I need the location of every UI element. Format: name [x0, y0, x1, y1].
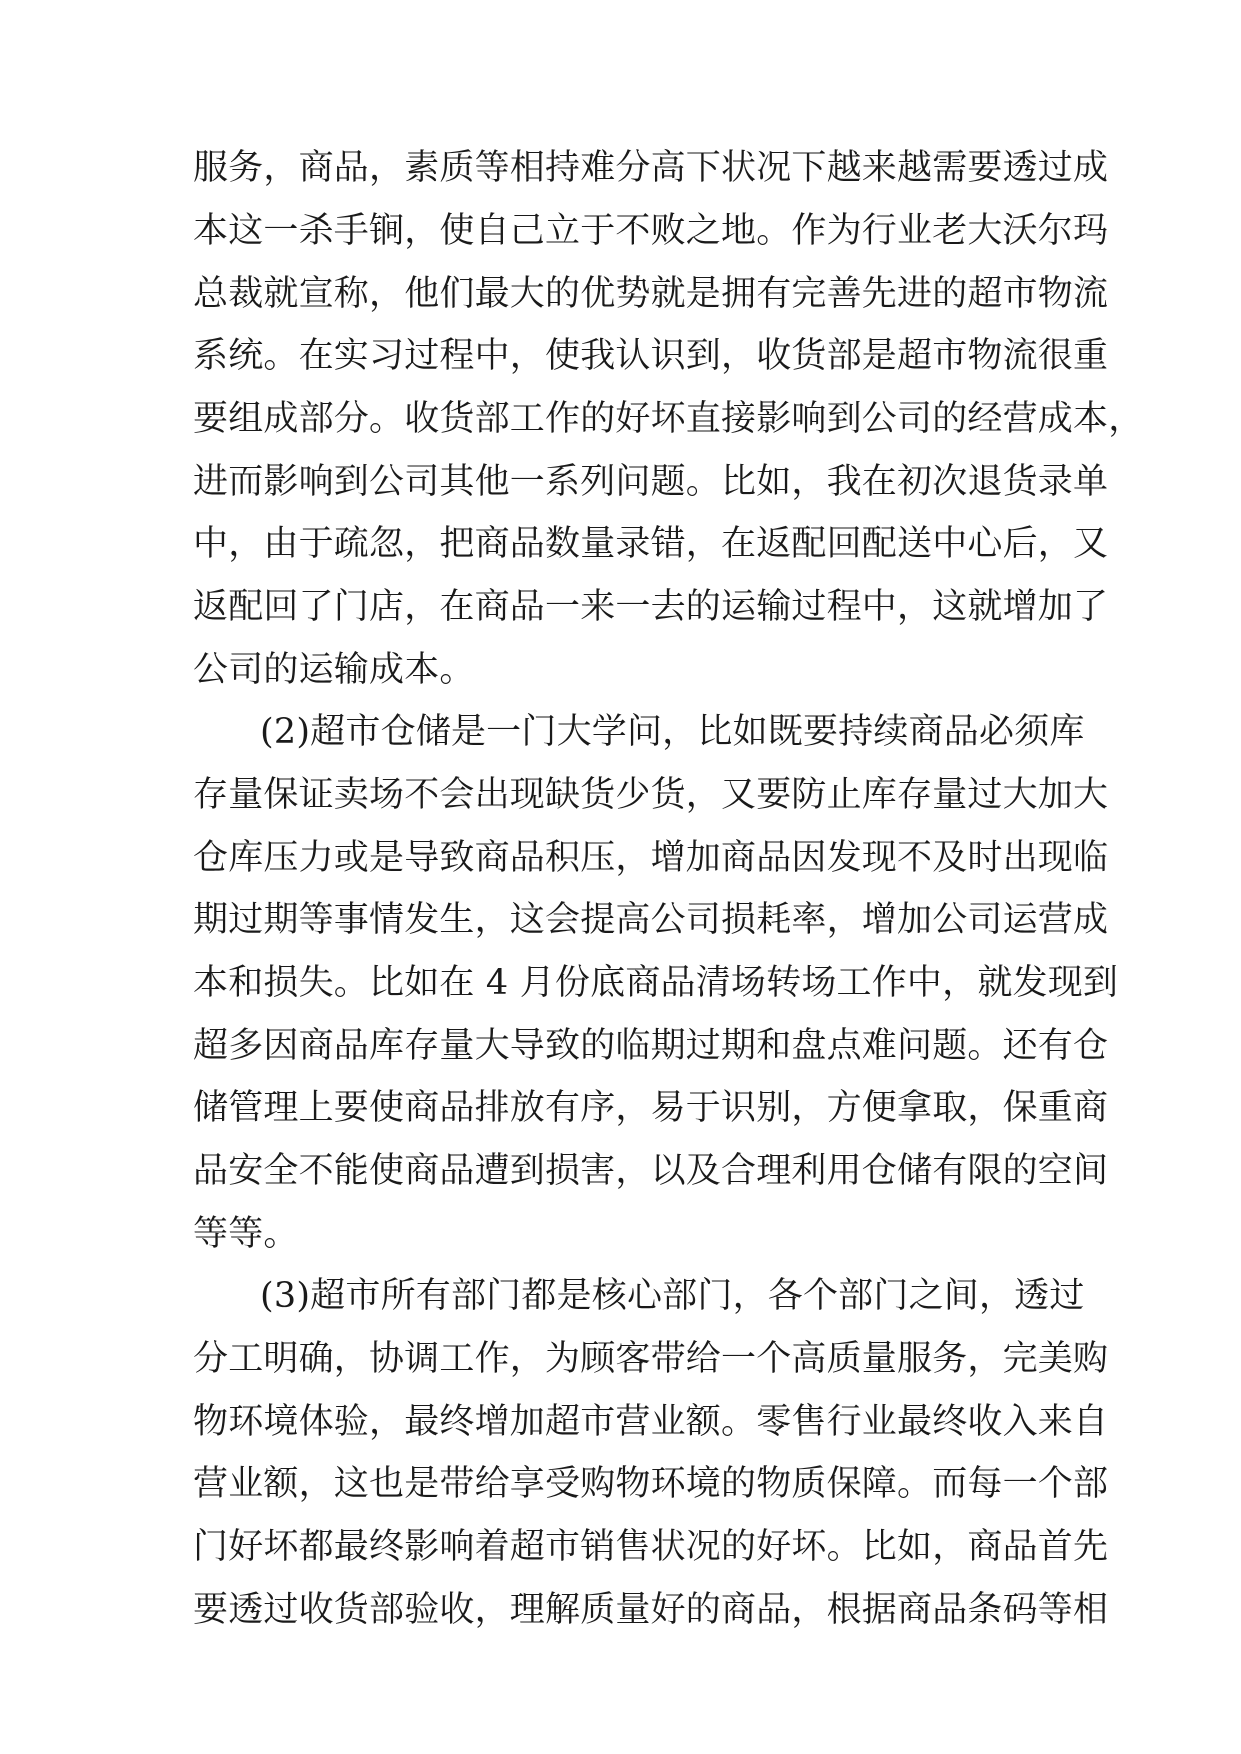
text-line: 返配回了门店，在商品一来一去的运输过程中，这就增加了 — [193, 587, 1109, 627]
text-line: 等等。 — [193, 1214, 299, 1254]
text-line: 仓库压力或是导致商品积压，增加商品因发现不及时出现临 — [193, 838, 1109, 878]
text-line: 门好坏都最终影响着超市销售状况的好坏。比如，商品首先 — [193, 1527, 1109, 1567]
text-line: 服务，商品，素质等相持难分高下状况下越来越需要透过成 — [193, 148, 1109, 188]
text-line: 超多因商品库存量大导致的临期过期和盘点难问题。还有仓 — [193, 1026, 1109, 1066]
text-line: 本这一杀手锏，使自己立于不败之地。作为行业老大沃尔玛 — [193, 211, 1109, 251]
text-line: 本和损失。比如在 4 月份底商品清场转场工作中，就发现到 — [193, 963, 1119, 1003]
text-line: 要组成部分。收货部工作的好坏直接影响到公司的经营成本， — [193, 399, 1144, 439]
text-line: 中，由于疏忽，把商品数量录错，在返配回配送中心后，又 — [193, 524, 1109, 564]
text-line: 物环境体验，最终增加超市营业额。零售行业最终收入来自 — [193, 1402, 1109, 1442]
text-line: 总裁就宣称，他们最大的优势就是拥有完善先进的超市物流 — [193, 274, 1109, 314]
text-line: 系统。在实习过程中，使我认识到，收货部是超市物流很重 — [193, 336, 1109, 376]
text-line: 存量保证卖场不会出现缺货少货，又要防止库存量过大加大 — [193, 775, 1109, 815]
paragraph-2-first-line: (2)超市仓储是一门大学问，比如既要持续商品必须库 — [260, 712, 1085, 752]
text-line: 要透过收货部验收，理解质量好的商品，根据商品条码等相 — [193, 1590, 1109, 1630]
text-line: 公司的运输成本。 — [193, 650, 475, 690]
text-line: 期过期等事情发生，这会提高公司损耗率，增加公司运营成 — [193, 900, 1109, 940]
text-line: 进而影响到公司其他一系列问题。比如，我在初次退货录单 — [193, 462, 1109, 502]
text-line: 营业额，这也是带给享受购物环境的物质保障。而每一个部 — [193, 1464, 1109, 1504]
text-line: 储管理上要使商品排放有序，易于识别，方便拿取，保重商 — [193, 1088, 1109, 1128]
text-line: 品安全不能使商品遭到损害，以及合理利用仓储有限的空间 — [193, 1151, 1109, 1191]
text-line: 分工明确，协调工作，为顾客带给一个高质量服务，完美购 — [193, 1339, 1109, 1379]
paragraph-3-first-line: (3)超市所有部门都是核心部门，各个部门之间，透过 — [260, 1276, 1085, 1316]
